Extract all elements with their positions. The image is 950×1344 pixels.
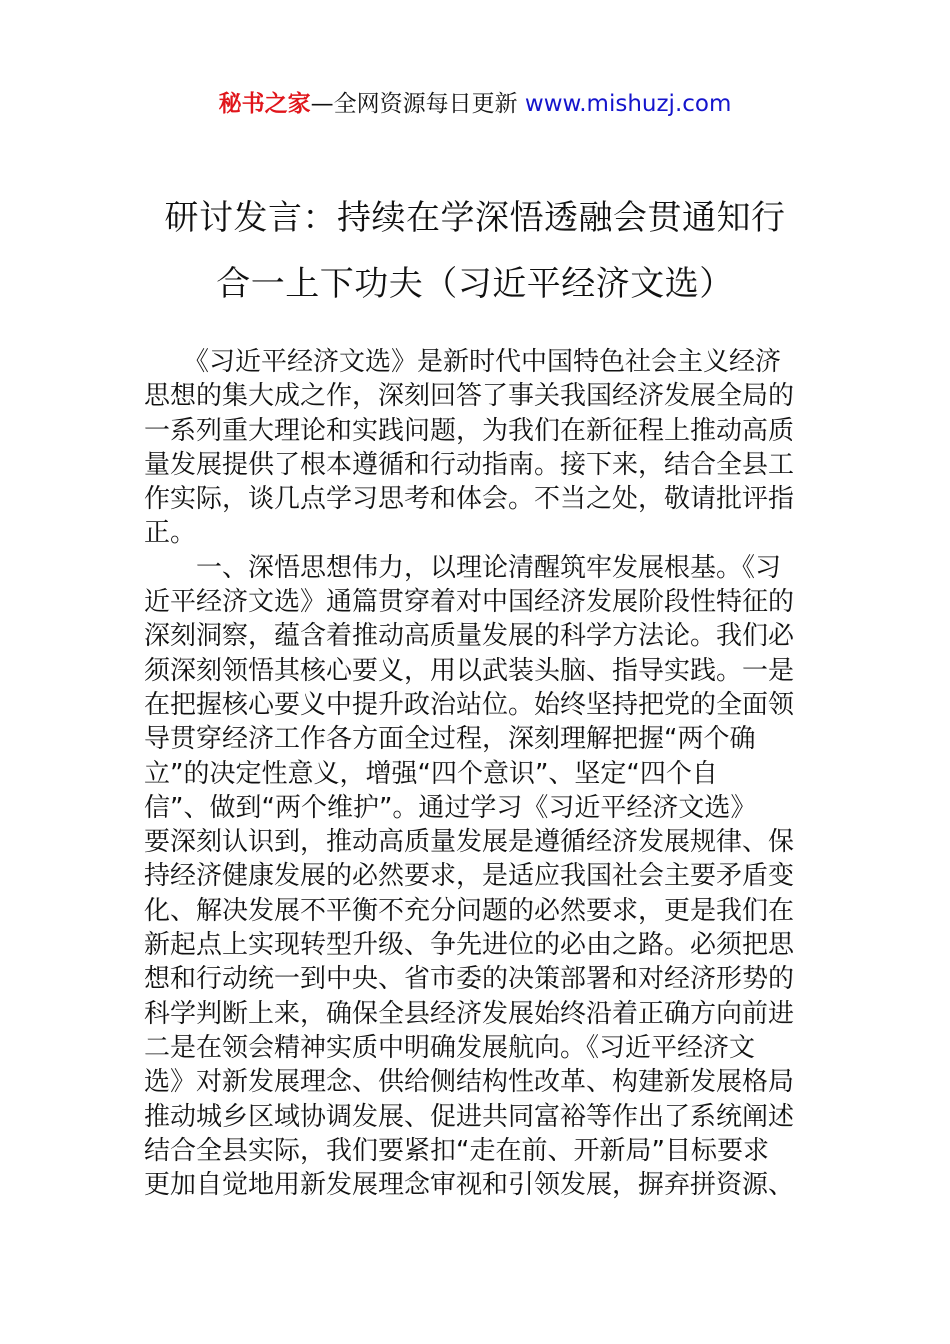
body-line: 选》对新发展理念、供给侧结构性改革、构建新发展格局 (144, 1067, 795, 1098)
header-tagline: —全网资源每日更新 (310, 91, 525, 117)
title-line: 研讨发言：持续在学深悟透融会贯通知行 (164, 198, 786, 238)
body-line: 导贯穿经济工作各方面全过程，深刻理解把握“两个确 (144, 724, 756, 755)
body-line: 二是在领会精神实质中明确发展航向。《习近平经济文 (144, 1032, 756, 1063)
body-line: 立”的决定性意义，增强“四个意识”、坚定“四个自 (144, 758, 718, 789)
body-line: 更加自觉地用新发展理念审视和引领发展，摒弃拼资源、 (144, 1170, 795, 1201)
body-line: 信”、做到“两个维护”。通过学习《习近平经济文选》 (144, 792, 757, 823)
body-line: 深刻洞察，蕴含着推动高质量发展的科学方法论。我们必 (144, 621, 795, 652)
site-header (0, 88, 950, 120)
body-line: 作实际，谈几点学习思考和体会。不当之处，敬请批评指 (144, 484, 795, 515)
body-line: 须深刻领悟其核心要义，用以武装头脑、指导实践。一是 (144, 655, 795, 686)
body-line: 新起点上实现转型升级、争先进位的必由之路。必须把思 (144, 930, 795, 961)
title-line: 合一上下功夫（习近平经济文选） (216, 264, 734, 304)
body-line: 《习近平经济文选》是新时代中国特色社会主义经济 (144, 347, 782, 377)
body-line: 持经济健康发展的必然要求，是适应我国社会主要矛盾变 (144, 861, 795, 892)
document-title (0, 185, 950, 317)
body-line: 想和行动统一到中央、省市委的决策部署和对经济形势的 (144, 964, 795, 995)
body-line: 要深刻认识到，推动高质量发展是遵循经济发展规律、保 (144, 827, 795, 858)
body-line: 结合全县实际，我们要紧扣“走在前、开新局”目标要求 (144, 1135, 769, 1166)
body-line: 在把握核心要义中提升政治站位。始终坚持把党的全面领 (144, 689, 795, 720)
site-url-link[interactable]: www.mishuzj.com (524, 91, 732, 117)
body-line: 思想的集大成之作，深刻回答了事关我国经济发展全局的 (144, 381, 795, 412)
document-body (144, 345, 814, 1202)
brand-name: 秘书之家 (218, 91, 311, 117)
body-line: 推动城乡区域协调发展、促进共同富裕等作出了系统阐述 (144, 1101, 795, 1132)
body-line: 量发展提供了根本遵循和行动指南。接下来，结合全县工 (144, 449, 795, 480)
body-line: 一、深悟思想伟力，以理论清醒筑牢发展根基。《习 (144, 552, 782, 583)
body-line: 化、解决发展不平衡不充分问题的必然要求，更是我们在 (144, 895, 795, 926)
body-line: 正。 (144, 518, 197, 549)
body-line: 近平经济文选》通篇贯穿着对中国经济发展阶段性特征的 (144, 587, 795, 618)
body-line: 一系列重大理论和实践问题，为我们在新征程上推动高质 (144, 415, 795, 446)
body-line: 科学判断上来，确保全县经济发展始终沿着正确方向前进 (144, 998, 795, 1029)
